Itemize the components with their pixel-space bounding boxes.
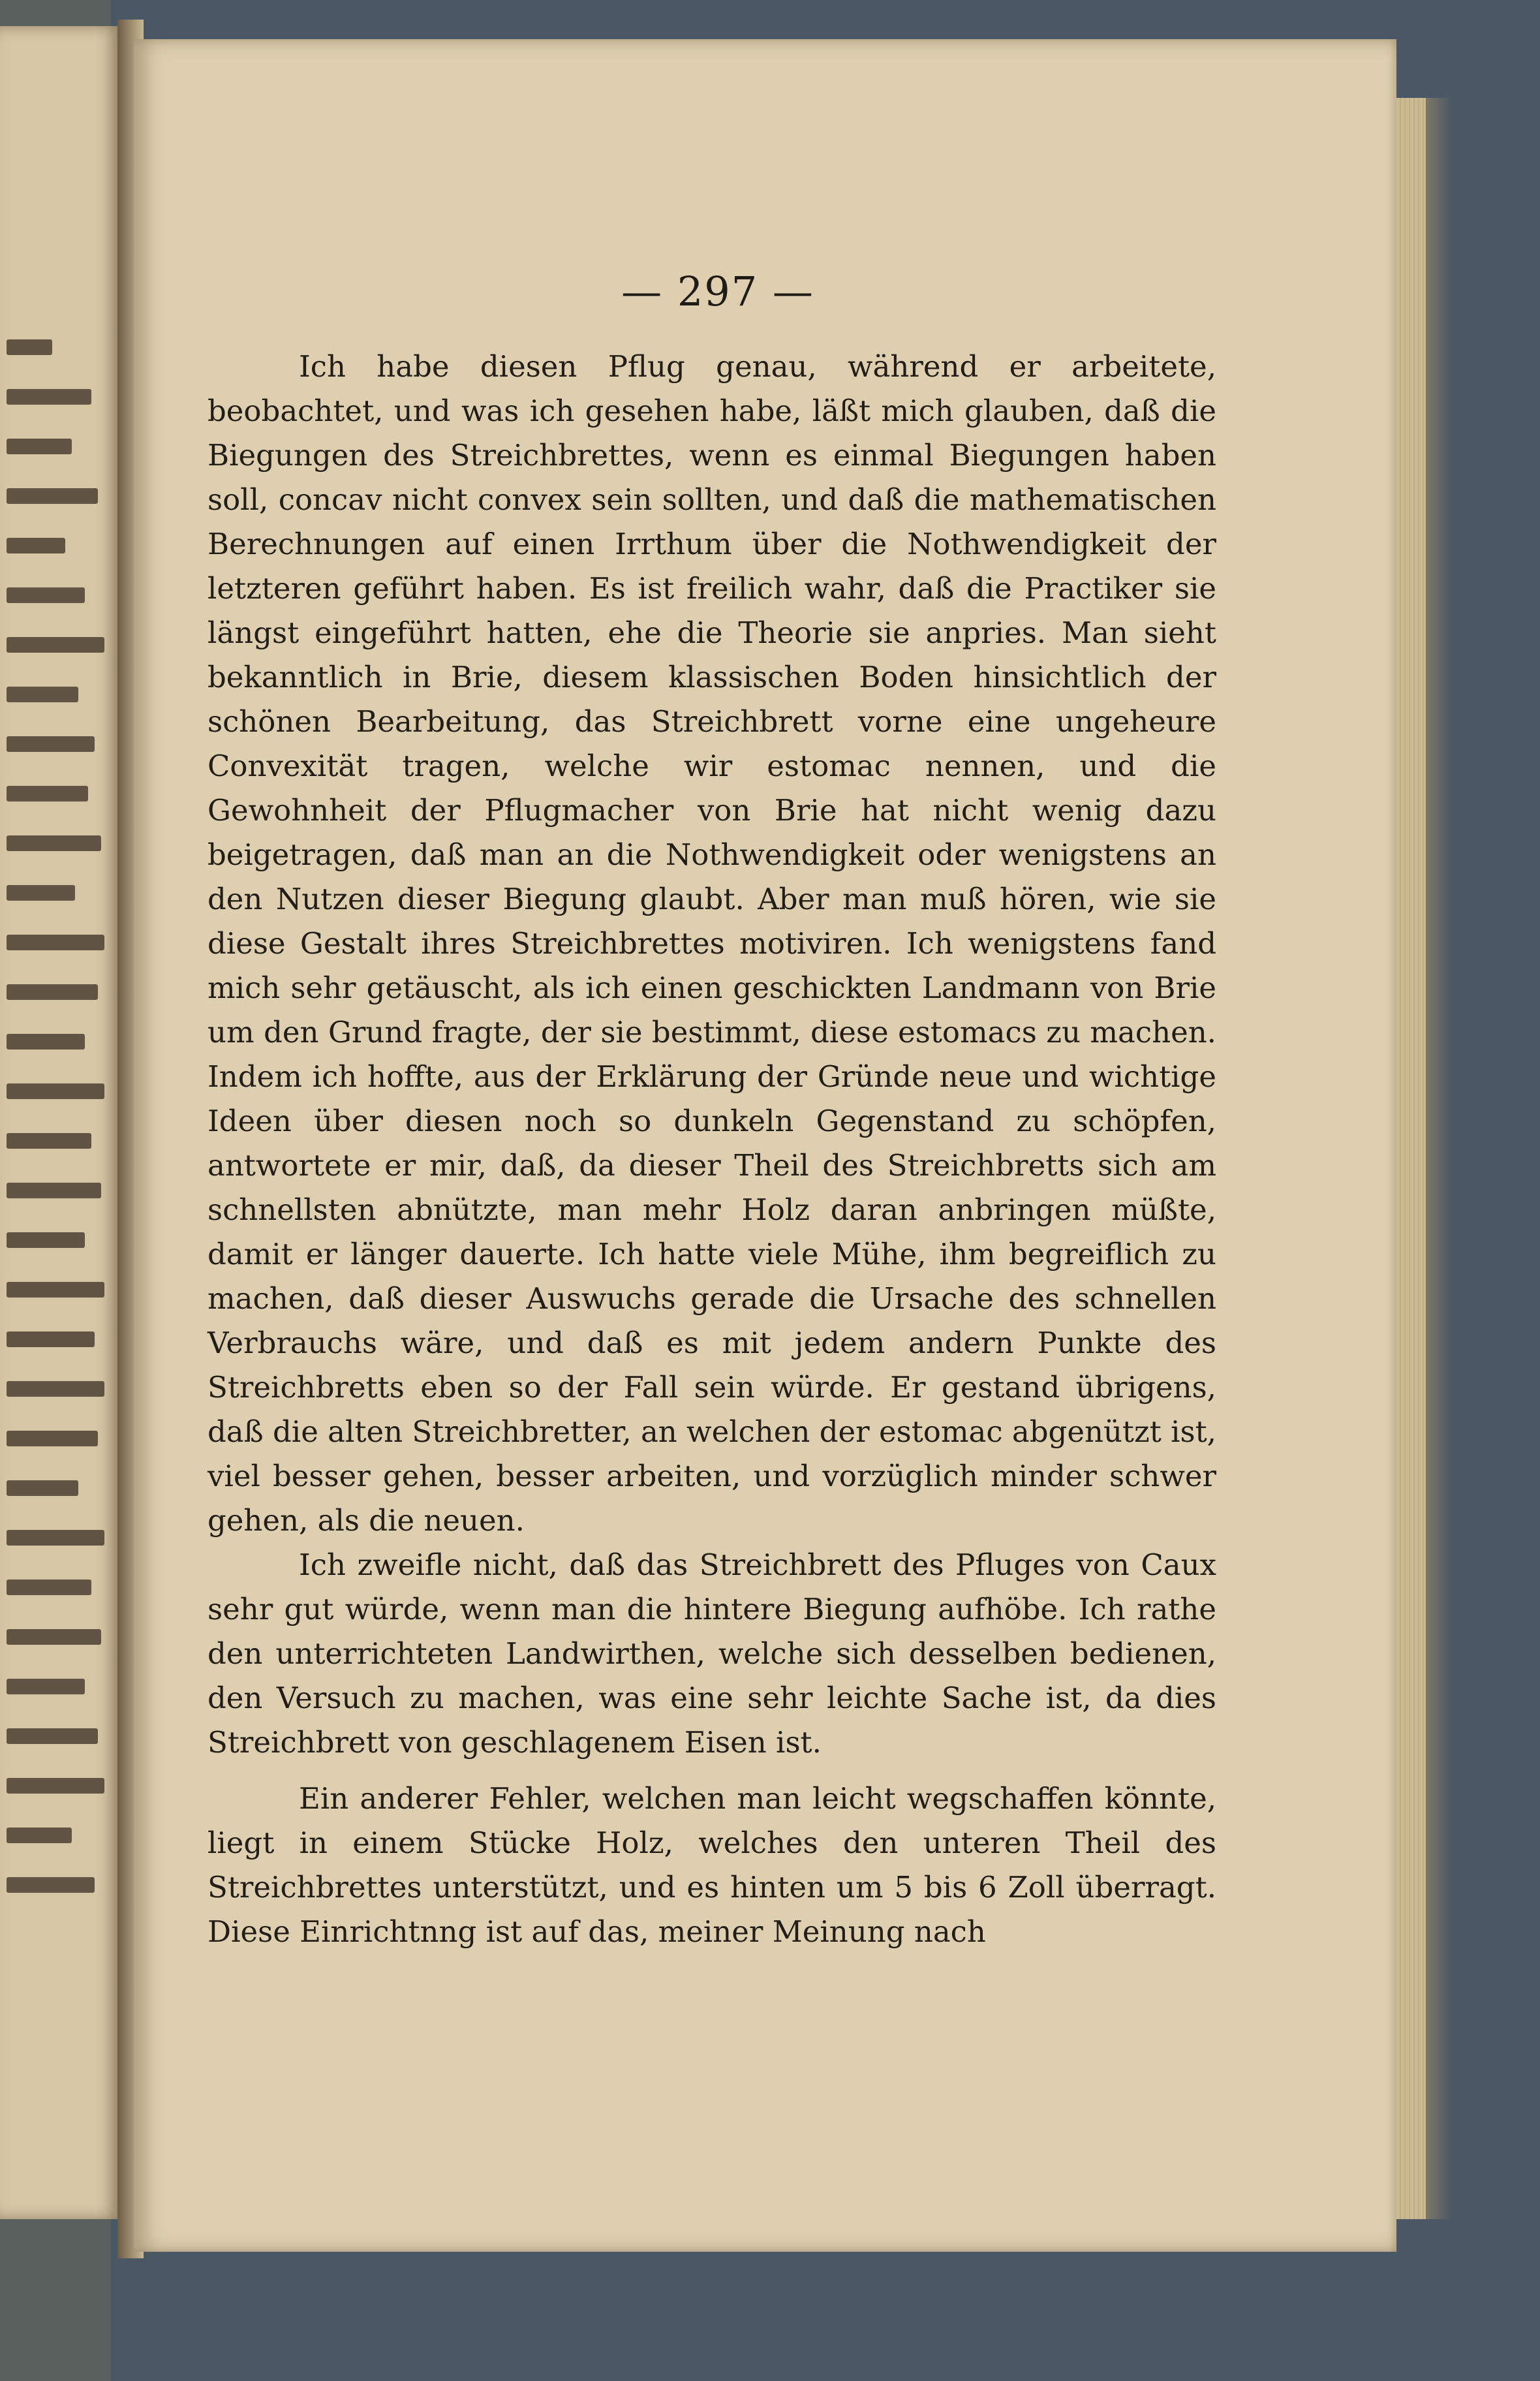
page-body-text (208, 345, 1216, 1954)
page-number: — 297 — (621, 268, 814, 315)
paragraph: Ich zweifle nicht, daß das Streichbrett des Pfluges von Caux sehr gut würde, wenn man die hintere Biegung aufhöbe. Ich rathe den unterrichteten Landwirthen, welche sich desselben bedienen, den Versuch zu machen, was eine sehr leichte Sache ist, da dies Streichbrett von geschlagenem Eisen ist. (208, 1548, 1216, 1760)
previous-page-edge (0, 26, 121, 2219)
page-edge-shadow (1426, 98, 1452, 2219)
previous-page-text-fragments (0, 339, 121, 1927)
paragraph: Ein anderer Fehler, welchen man leicht wegschaffen könnte, liegt in einem Stücke Holz, welches den unteren Theil des Streichbrettes unterstützt, und es hinten um 5 bis 6 Zoll überragt. Diese Einrichtnng ist auf das, meiner Meinung nach (208, 1781, 1216, 1949)
paragraph: Ich habe diesen Pflug genau, während er arbeitete, beobachtet, und was ich gesehen habe, läßt mich glauben, daß die Biegungen des Streichbrettes, wenn es einmal Biegungen haben soll, concav nicht convex sein sollten, und daß die mathematischen Berechnungen auf einen Irrthum über die Nothwendigkeit der letzteren geführt haben. Es ist freilich wahr, daß die Practiker sie längst eingeführt hatten, ehe die Theorie sie anpries. Man sieht bekanntlich in Brie, diesem klassischen Boden hinsichtlich der schönen Bearbeitung, das Streichbrett vorne eine ungeheure Convexität tragen, welche wir estomac nennen, und die Gewohnheit der Pflugmacher von Brie hat nicht wenig dazu beigetragen, daß man an die Nothwendigkeit oder wenigstens an den Nutzen dieser Biegung glaubt. Aber man muß hören, wie sie diese Gestalt ihres Streichbrettes motiviren. Ich wenigstens fand mich sehr getäuscht, als ich einen geschickten Landmann von Brie um den Grund fragte, der sie bestimmt, diese estomacs zu machen. Indem ich hoffte, aus der Erklärung der Gründe neue und wichtige Ideen über diesen noch so dunkeln Gegenstand zu schöpfen, antwortete er mir, daß, da dieser Theil des Streichbretts sich am schnellsten abnützte, man mehr Holz daran anbringen müßte, damit er länger dauerte. Ich hatte viele Mühe, ihm begreiflich zu machen, daß dieser Auswuchs gerade die Ursache des schnellen Verbrauchs wäre, und daß es mit jedem andern Punkte des Streichbretts eben so der Fall sein würde. Er gestand übrigens, daß die alten Streichbretter, an welchen der estomac abgenützt ist, viel besser gehen, besser arbeiten, und vorzüglich minder schwer gehen, als die neuen. (208, 349, 1216, 1538)
